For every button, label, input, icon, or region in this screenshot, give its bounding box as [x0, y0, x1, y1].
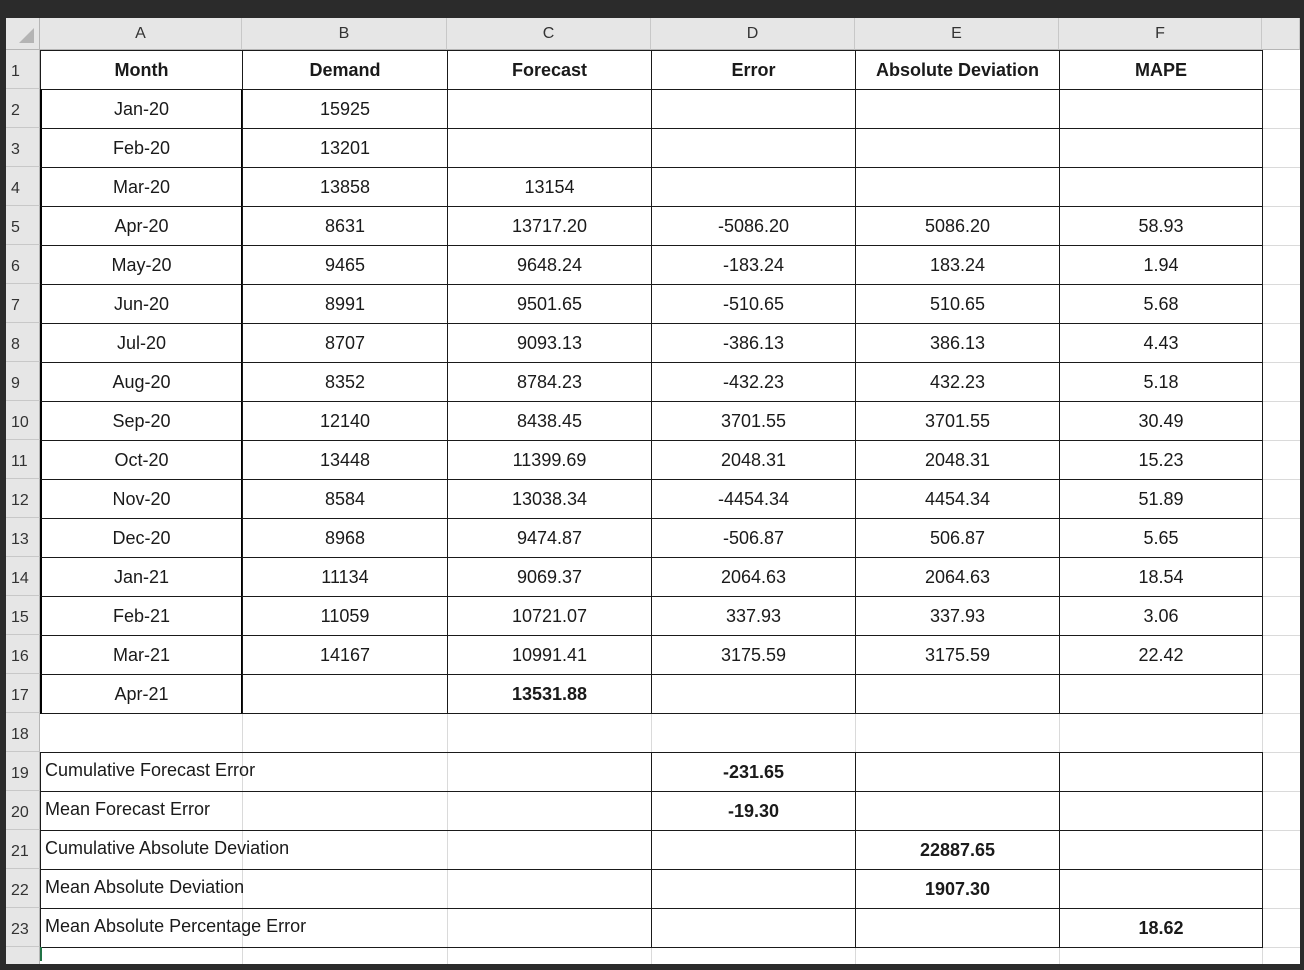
cell-error[interactable]: 3701.55 [651, 401, 856, 441]
summary-error-value[interactable] [651, 830, 856, 870]
cell-mape[interactable]: 5.18 [1059, 362, 1263, 402]
row-header-19[interactable]: 19 [6, 752, 40, 791]
cell-demand[interactable]: 15925 [242, 89, 448, 129]
cell-forecast[interactable]: 8438.45 [447, 401, 652, 441]
cell-demand[interactable]: 8991 [242, 284, 448, 324]
cell-month[interactable]: Jan-20 [40, 89, 243, 129]
row-header-3[interactable]: 3 [6, 128, 40, 167]
cell-absolute-deviation[interactable] [855, 167, 1060, 207]
summary-error-value[interactable]: -231.65 [651, 752, 856, 792]
cell-month[interactable]: Feb-21 [40, 596, 243, 636]
cell-mape[interactable]: 5.65 [1059, 518, 1263, 558]
header-forecast: Forecast [447, 50, 652, 90]
cell-mape[interactable] [1059, 128, 1263, 168]
row-header-1[interactable]: 1 [6, 50, 40, 89]
cell-absolute-deviation[interactable] [855, 128, 1060, 168]
cell-month[interactable]: May-20 [40, 245, 243, 285]
row-header-14[interactable]: 14 [6, 557, 40, 596]
cell-month[interactable]: Jan-21 [40, 557, 243, 597]
cell-demand[interactable]: 12140 [242, 401, 448, 441]
cell-forecast[interactable]: 10721.07 [447, 596, 652, 636]
cell-absolute-deviation[interactable]: 3701.55 [855, 401, 1060, 441]
column-header-f[interactable]: F [1059, 18, 1262, 50]
cell-demand[interactable]: 13858 [242, 167, 448, 207]
cell-month[interactable]: Apr-21 [40, 674, 243, 714]
cell-error[interactable]: 2048.31 [651, 440, 856, 480]
cell-error[interactable]: -5086.20 [651, 206, 856, 246]
row-header-22[interactable]: 22 [6, 869, 40, 908]
select-all-corner[interactable] [6, 18, 40, 50]
cell-mape[interactable] [1059, 674, 1263, 714]
cell-demand[interactable]: 14167 [242, 635, 448, 675]
row-header-16[interactable]: 16 [6, 635, 40, 674]
summary-label[interactable]: Cumulative Forecast Error [40, 752, 652, 792]
cell-forecast[interactable]: 13717.20 [447, 206, 652, 246]
cell-error[interactable]: 337.93 [651, 596, 856, 636]
cell-month[interactable]: Jun-20 [40, 284, 243, 324]
row-header-9[interactable]: 9 [6, 362, 40, 401]
cell-forecast[interactable]: 9069.37 [447, 557, 652, 597]
cell-month[interactable]: Feb-20 [40, 128, 243, 168]
cell-absolute-deviation[interactable] [855, 89, 1060, 129]
cell-forecast[interactable]: 10991.41 [447, 635, 652, 675]
cell-mape[interactable]: 15.23 [1059, 440, 1263, 480]
cell-forecast[interactable]: 13038.34 [447, 479, 652, 519]
header-absolute-deviation: Absolute Deviation [855, 50, 1060, 90]
cell-demand[interactable]: 8631 [242, 206, 448, 246]
cell-demand[interactable]: 13201 [242, 128, 448, 168]
summary-label[interactable]: Mean Forecast Error [40, 791, 652, 831]
cell-error[interactable]: 3175.59 [651, 635, 856, 675]
row-header-7[interactable]: 7 [6, 284, 40, 323]
cell-error[interactable]: -183.24 [651, 245, 856, 285]
cell-demand[interactable]: 8707 [242, 323, 448, 363]
cell-demand[interactable]: 8352 [242, 362, 448, 402]
cell-month[interactable]: Oct-20 [40, 440, 243, 480]
cell-forecast[interactable]: 9474.87 [447, 518, 652, 558]
summary-error-value[interactable] [651, 908, 856, 948]
cell-forecast[interactable]: 9093.13 [447, 323, 652, 363]
cell-mape[interactable]: 22.42 [1059, 635, 1263, 675]
cell-absolute-deviation[interactable]: 3175.59 [855, 635, 1060, 675]
row-header-next[interactable] [6, 947, 40, 964]
row-header-20[interactable]: 20 [6, 791, 40, 830]
cell-demand[interactable]: 13448 [242, 440, 448, 480]
cell-forecast[interactable]: 11399.69 [447, 440, 652, 480]
cell-demand[interactable] [242, 674, 448, 714]
cell-mape[interactable]: 5.68 [1059, 284, 1263, 324]
row-header-2[interactable]: 2 [6, 89, 40, 128]
cell-error[interactable]: -506.87 [651, 518, 856, 558]
summary-error-value[interactable] [651, 869, 856, 909]
summary-mape-value[interactable] [1059, 752, 1263, 792]
cell-month[interactable]: Sep-20 [40, 401, 243, 441]
cell-absolute-deviation[interactable]: 183.24 [855, 245, 1060, 285]
spreadsheet-grid[interactable] [6, 18, 1300, 964]
column-header-b[interactable]: B [242, 18, 447, 50]
cell-absolute-deviation[interactable]: 386.13 [855, 323, 1060, 363]
summary-deviation-value[interactable]: 22887.65 [855, 830, 1060, 870]
summary-deviation-value[interactable] [855, 908, 1060, 948]
cell-forecast[interactable] [447, 89, 652, 129]
cell-mape[interactable]: 1.94 [1059, 245, 1263, 285]
cell-mape[interactable] [1059, 167, 1263, 207]
summary-mape-value[interactable] [1059, 791, 1263, 831]
cell-month[interactable]: Jul-20 [40, 323, 243, 363]
summary-error-value[interactable]: -19.30 [651, 791, 856, 831]
cell-month[interactable]: Mar-20 [40, 167, 243, 207]
summary-mape-value[interactable]: 18.62 [1059, 908, 1263, 948]
cell-mape[interactable]: 58.93 [1059, 206, 1263, 246]
row-header-10[interactable]: 10 [6, 401, 40, 440]
cell-month[interactable]: Dec-20 [40, 518, 243, 558]
row-header-6[interactable]: 6 [6, 245, 40, 284]
row-header-23[interactable]: 23 [6, 908, 40, 947]
summary-deviation-value[interactable]: 1907.30 [855, 869, 1060, 909]
cell-mape[interactable] [1059, 89, 1263, 129]
row-header-5[interactable]: 5 [6, 206, 40, 245]
header-demand: Demand [242, 50, 448, 90]
cell-demand[interactable]: 8584 [242, 479, 448, 519]
cell-absolute-deviation[interactable]: 510.65 [855, 284, 1060, 324]
column-header-next[interactable] [1262, 18, 1300, 50]
cell-absolute-deviation[interactable]: 5086.20 [855, 206, 1060, 246]
cell-month[interactable]: Aug-20 [40, 362, 243, 402]
cell-absolute-deviation[interactable]: 2064.63 [855, 557, 1060, 597]
cell-forecast[interactable]: 9648.24 [447, 245, 652, 285]
selection-edge [40, 947, 42, 961]
cell-month[interactable]: Mar-21 [40, 635, 243, 675]
header-month: Month [40, 50, 243, 90]
header-mape: MAPE [1059, 50, 1263, 90]
cell-error[interactable]: -510.65 [651, 284, 856, 324]
cell-absolute-deviation[interactable]: 432.23 [855, 362, 1060, 402]
column-header-c[interactable]: C [447, 18, 651, 50]
row-header-17[interactable]: 17 [6, 674, 40, 713]
cell-absolute-deviation[interactable]: 506.87 [855, 518, 1060, 558]
row-header-8[interactable]: 8 [6, 323, 40, 362]
cell-error[interactable] [651, 128, 856, 168]
summary-label[interactable]: Mean Absolute Percentage Error [40, 908, 652, 948]
cell-error[interactable]: 2064.63 [651, 557, 856, 597]
summary-deviation-value[interactable] [855, 752, 1060, 792]
row-header-4[interactable]: 4 [6, 167, 40, 206]
cell-month[interactable]: Apr-20 [40, 206, 243, 246]
cell-error[interactable]: -386.13 [651, 323, 856, 363]
column-header-d[interactable]: D [651, 18, 855, 50]
cell-forecast[interactable]: 8784.23 [447, 362, 652, 402]
row-header-13[interactable]: 13 [6, 518, 40, 557]
cell-demand[interactable]: 9465 [242, 245, 448, 285]
summary-label[interactable]: Mean Absolute Deviation [40, 869, 652, 909]
column-header-a[interactable]: A [40, 18, 242, 50]
cell-forecast[interactable]: 13531.88 [447, 674, 652, 714]
cell-forecast[interactable] [447, 128, 652, 168]
select-all-triangle-icon [19, 28, 34, 43]
row-header-15[interactable]: 15 [6, 596, 40, 635]
row-header-12[interactable]: 12 [6, 479, 40, 518]
cell-demand[interactable]: 11059 [242, 596, 448, 636]
cell-mape[interactable]: 51.89 [1059, 479, 1263, 519]
cell-month[interactable]: Nov-20 [40, 479, 243, 519]
summary-mape-value[interactable] [1059, 869, 1263, 909]
summary-deviation-value[interactable] [855, 791, 1060, 831]
cell-forecast[interactable]: 13154 [447, 167, 652, 207]
cell-mape[interactable]: 30.49 [1059, 401, 1263, 441]
cell-error[interactable]: -432.23 [651, 362, 856, 402]
cell-demand[interactable]: 11134 [242, 557, 448, 597]
cell-error[interactable] [651, 167, 856, 207]
cell-forecast[interactable]: 9501.65 [447, 284, 652, 324]
row-header-21[interactable]: 21 [6, 830, 40, 869]
cell-error[interactable]: -4454.34 [651, 479, 856, 519]
cell-absolute-deviation[interactable] [855, 674, 1060, 714]
cell-absolute-deviation[interactable]: 337.93 [855, 596, 1060, 636]
cell-absolute-deviation[interactable]: 4454.34 [855, 479, 1060, 519]
cell-demand[interactable]: 8968 [242, 518, 448, 558]
cell-error[interactable] [651, 674, 856, 714]
row-header-11[interactable]: 11 [6, 440, 40, 479]
cell-error[interactable] [651, 89, 856, 129]
cell-mape[interactable]: 3.06 [1059, 596, 1263, 636]
summary-mape-value[interactable] [1059, 830, 1263, 870]
column-header-e[interactable]: E [855, 18, 1059, 50]
cell-mape[interactable]: 4.43 [1059, 323, 1263, 363]
cell-mape[interactable]: 18.54 [1059, 557, 1263, 597]
row-header-18[interactable]: 18 [6, 713, 40, 752]
header-error: Error [651, 50, 856, 90]
summary-label[interactable]: Cumulative Absolute Deviation [40, 830, 652, 870]
cell-absolute-deviation[interactable]: 2048.31 [855, 440, 1060, 480]
